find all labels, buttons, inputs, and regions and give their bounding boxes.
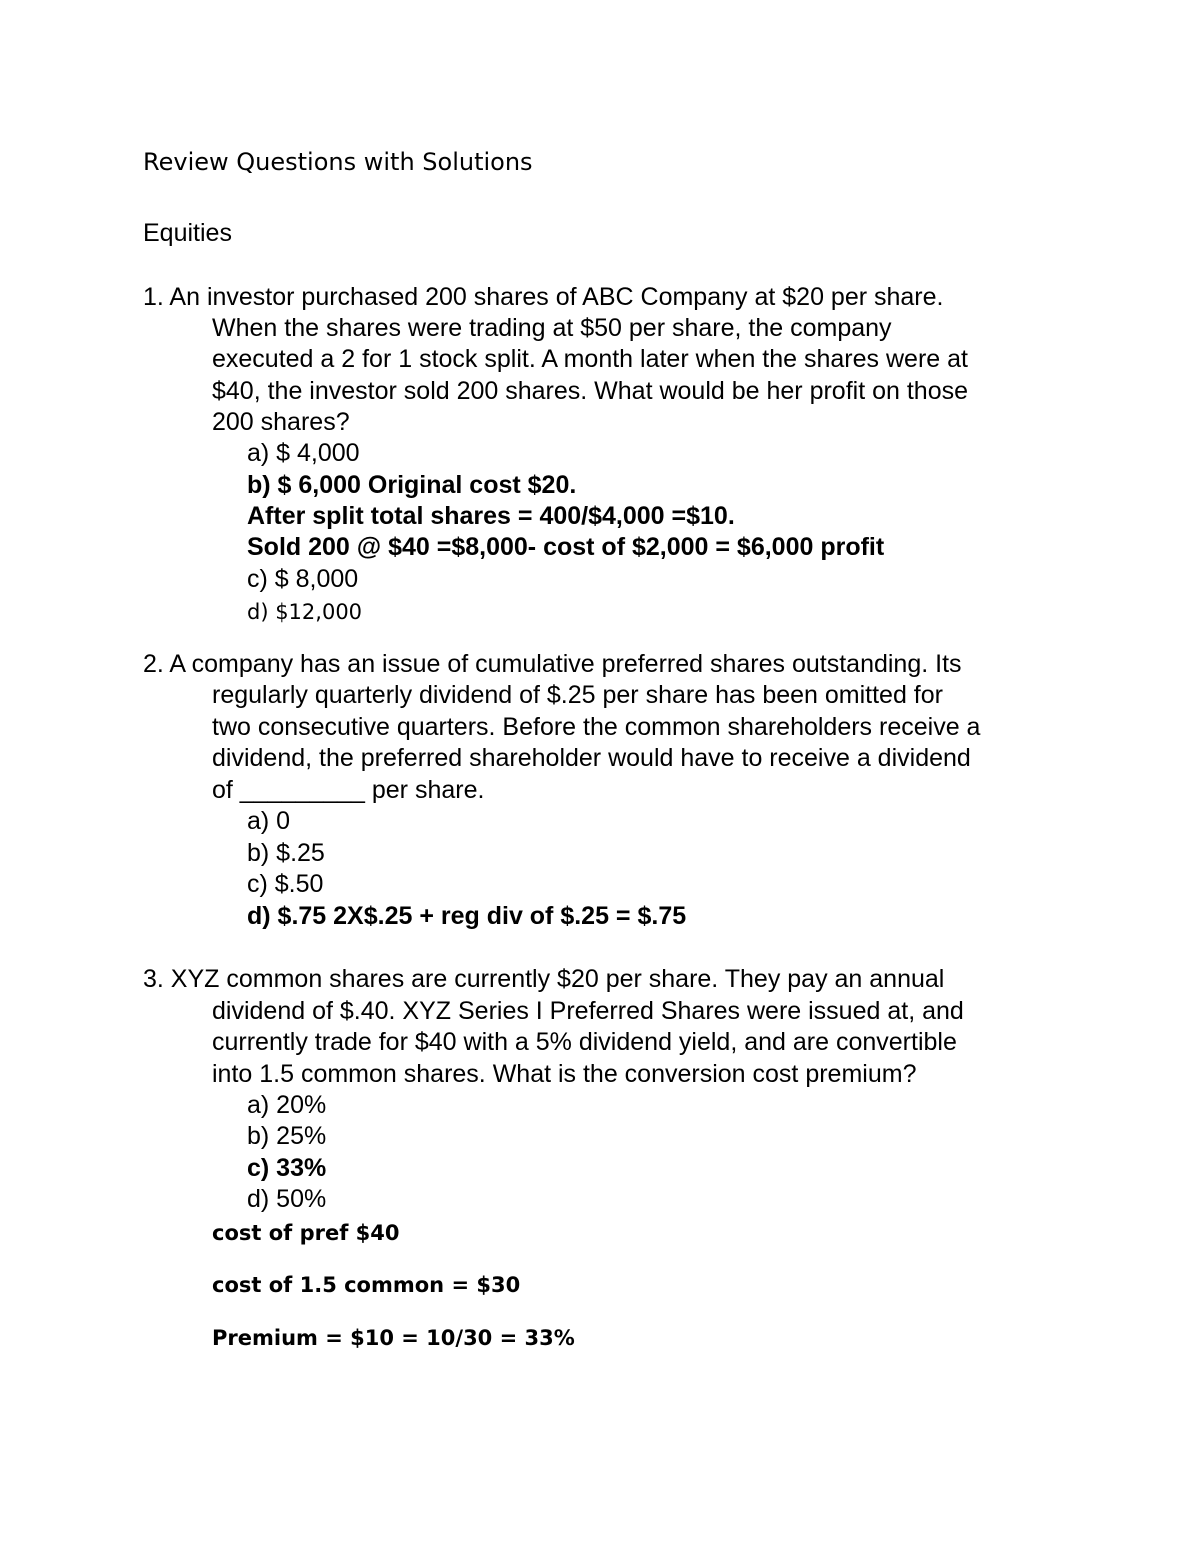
page-title: Review Questions with Solutions	[143, 148, 533, 176]
option-b-answer: b) $ 6,000 Original cost $20.	[247, 471, 577, 499]
option-c: c) $.50	[247, 870, 324, 898]
question-text-line: 2. A company has an issue of cumulative preferred shares outstanding. Its	[143, 650, 962, 678]
option-d-answer: d) $.75 2X$.25 + reg div of $.25 = $.75	[247, 902, 687, 930]
question-text-line: executed a 2 for 1 stock split. A month later when the shares were at	[212, 345, 968, 373]
option-b: b) $.25	[247, 839, 325, 867]
solution-line: Premium = $10 = 10/30 = 33%	[212, 1326, 575, 1350]
section-heading: Equities	[143, 219, 232, 247]
question-text-line: dividend, the preferred shareholder would have to receive a dividend	[212, 744, 971, 772]
question-text-line: 1. An investor purchased 200 shares of ABC Company at $20 per share.	[143, 283, 944, 311]
question-text-line: 3. XYZ common shares are currently $20 per share. They pay an annual	[143, 965, 945, 993]
question-text-line: $40, the investor sold 200 shares. What would be her profit on those	[212, 377, 969, 405]
option-d: d) 50%	[247, 1185, 327, 1213]
question-text-line: into 1.5 common shares. What is the conversion cost premium?	[212, 1060, 917, 1088]
solution-line: cost of 1.5 common = $30	[212, 1273, 521, 1297]
question-text-line: two consecutive quarters. Before the common shareholders receive a	[212, 713, 981, 741]
question-text-line: of _________ per share.	[212, 776, 485, 804]
option-d: d) $12,000	[247, 600, 363, 624]
solution-line: After split total shares = 400/$4,000 =$10.	[247, 502, 735, 530]
question-text-line: When the shares were trading at $50 per share, the company	[212, 314, 892, 342]
question-text-line: dividend of $.40. XYZ Series I Preferred Shares were issued at, and	[212, 997, 964, 1025]
question-text-line: currently trade for $40 with a 5% dividend yield, and are convertible	[212, 1028, 957, 1056]
option-c: c) $ 8,000	[247, 565, 359, 593]
option-b: b) 25%	[247, 1122, 327, 1150]
option-a: a) 0	[247, 807, 291, 835]
option-a: a) 20%	[247, 1091, 327, 1119]
option-c-answer: c) 33%	[247, 1154, 327, 1182]
solution-line: cost of pref $40	[212, 1221, 400, 1245]
solution-line: Sold 200 @ $40 =$8,000- cost of $2,000 = $6,000 profit	[247, 533, 885, 561]
question-text-line: regularly quarterly dividend of $.25 per share has been omitted for	[212, 681, 943, 709]
question-text-line: 200 shares?	[212, 408, 350, 436]
option-a: a) $ 4,000	[247, 439, 360, 467]
